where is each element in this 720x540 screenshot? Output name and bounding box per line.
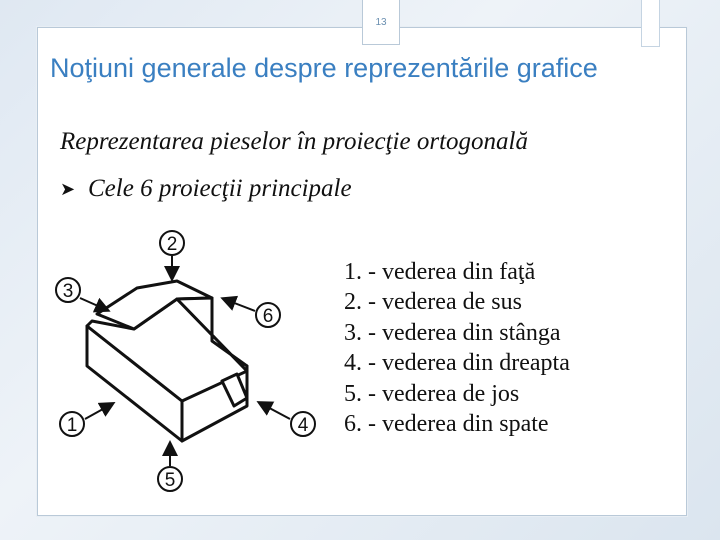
decorative-corner-box [641, 0, 660, 47]
view-item-1: 1. - vederea din faţă [344, 259, 536, 285]
view-label-3 [56, 278, 107, 310]
page-number-tab [362, 0, 400, 45]
slide-subtitle: Reprezentarea pieselor în proiecţie ortogonală [60, 128, 528, 155]
view-item-4: 4. - vederea din dreapta [344, 350, 570, 377]
isometric-projection-figure [52, 226, 332, 496]
view-item-6: 6. - vederea din spate [344, 411, 549, 438]
page-number: 13 [375, 16, 387, 28]
view-item-3: 3. - vederea din stânga [344, 319, 561, 346]
bullet-item [60, 175, 352, 203]
view-item-2: 2. - vederea de sus [344, 289, 522, 316]
bullet-text: Cele 6 proiecţii principale [88, 175, 352, 202]
view-label-4 [260, 403, 315, 436]
view-label-5 [158, 444, 182, 491]
label-text-2: 2 [166, 234, 178, 255]
view-list [344, 257, 570, 439]
slide-title: Noţiuni generale despre reprezentările grafice [50, 53, 598, 83]
view-label-1 [60, 404, 112, 436]
label-text-1: 1 [66, 415, 78, 436]
view-label-2 [160, 231, 184, 278]
label-text-3: 3 [62, 281, 74, 302]
label-text-6: 6 [262, 306, 274, 327]
label-text-5: 5 [164, 470, 176, 491]
view-label-6 [224, 299, 280, 327]
label-text-4: 4 [297, 415, 309, 436]
arrow-bullet-icon: ➤ [60, 178, 76, 200]
view-item-5: 5. - vederea de jos [344, 380, 520, 407]
